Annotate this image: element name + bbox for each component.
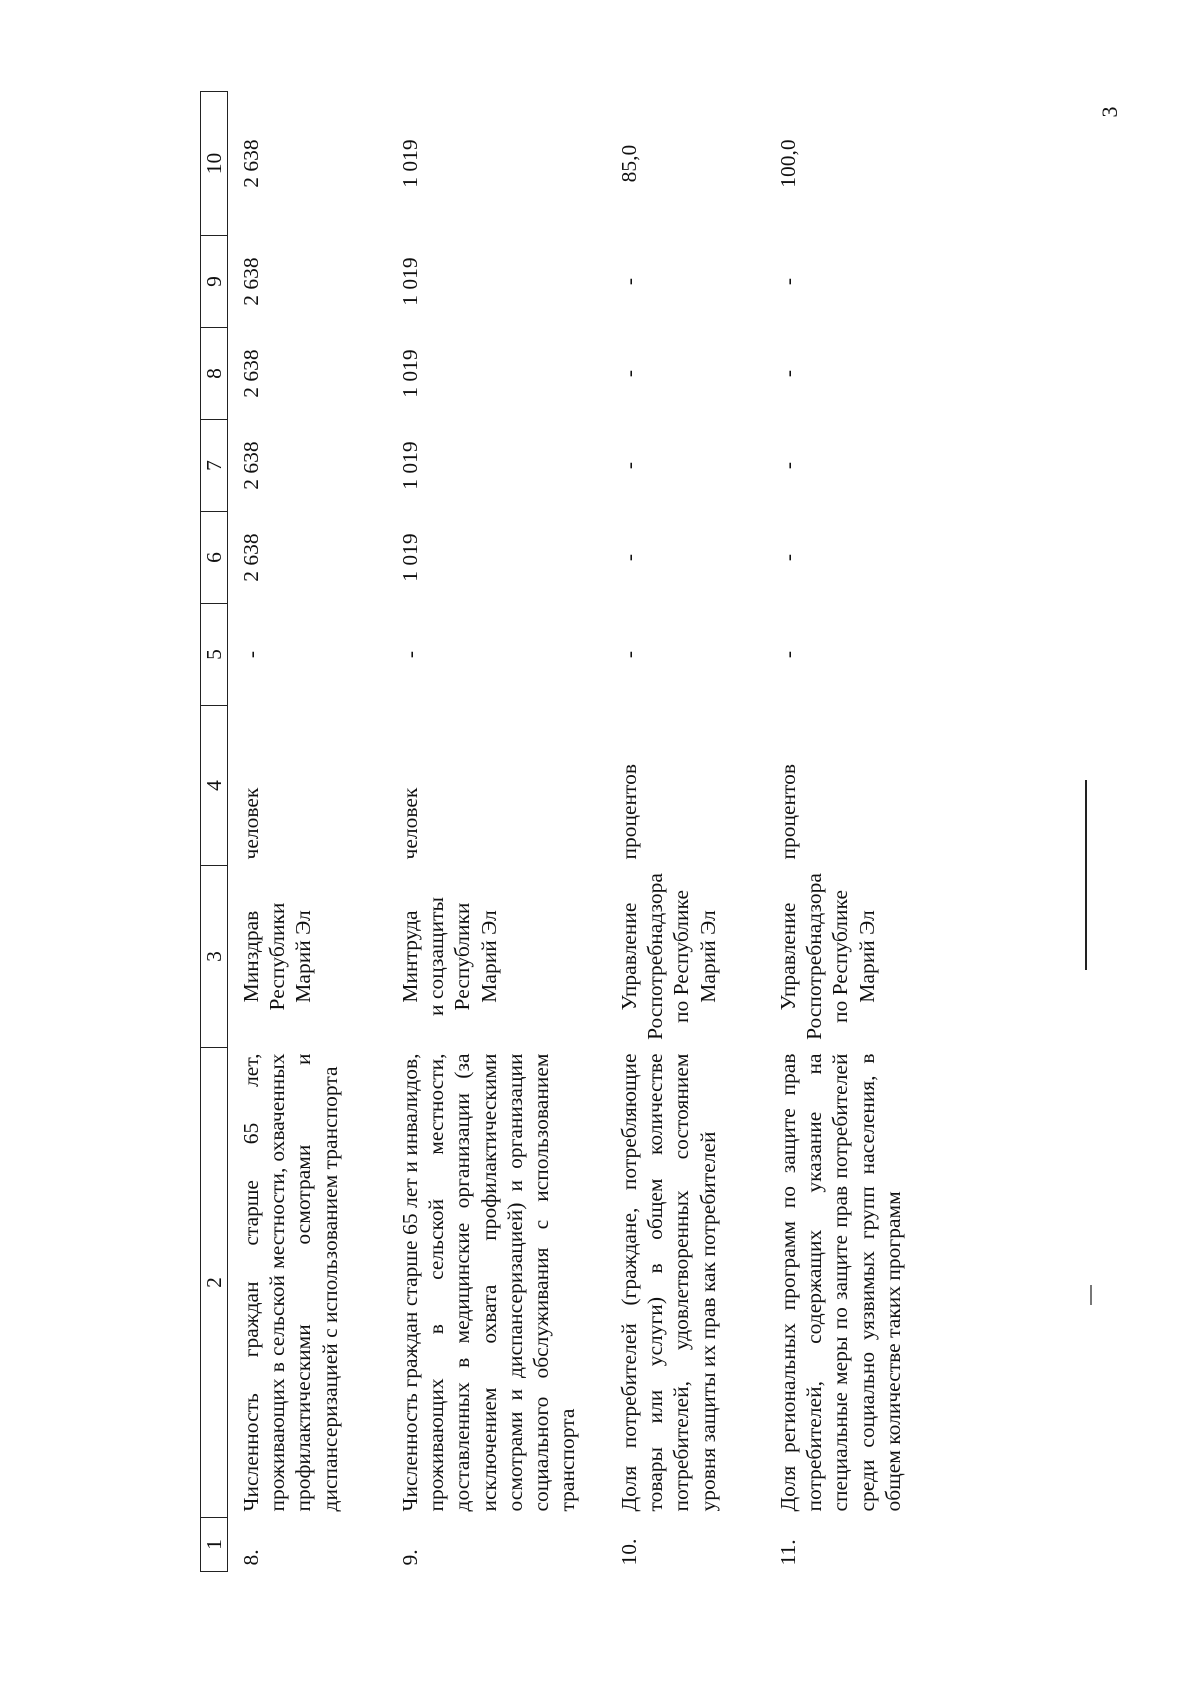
value-cell: 1 019 <box>398 349 422 398</box>
unit: человек <box>239 787 263 860</box>
executor-line: и соцзащиты <box>424 897 449 1016</box>
value-cell: 85,0 <box>617 144 641 183</box>
value-cell: - <box>776 461 800 470</box>
value-cell: - <box>617 650 641 659</box>
row-number: 11. <box>776 1539 800 1566</box>
value-cell: - <box>398 650 422 659</box>
executor-line: Минтруда <box>398 910 422 1003</box>
executor-line: Роспотребнадзора <box>802 873 827 1040</box>
value-cell: - <box>776 553 800 562</box>
value-cell: - <box>776 650 800 659</box>
column-header: 1 <box>201 1518 228 1572</box>
unit: процентов <box>776 763 800 860</box>
column-header: 9 <box>201 236 228 328</box>
column-header: 5 <box>201 604 228 706</box>
row-number: 9. <box>398 1549 422 1566</box>
executor-line: по Республике <box>828 890 853 1023</box>
executor <box>765 866 959 1048</box>
column-header: 4 <box>201 706 228 866</box>
executor <box>606 866 765 1048</box>
end-of-document-rule <box>1085 780 1087 970</box>
value-cell: - <box>776 369 800 378</box>
indicator-name: Доля потребителей (граждане, потребляющие товары или услуги) в общем количестве потребителей, удовлетворенных состоянием уровня защиты их прав как потребителей <box>617 1053 720 1512</box>
table-row <box>387 92 606 1572</box>
value-cell: 2 638 <box>239 257 263 306</box>
column-header: 6 <box>201 512 228 604</box>
indicator-name: Доля региональных программ по защите прав потребителей, содержащих указание на специальные меры по защите прав потребителей среди социально уязвимых групп населения, в общем количестве таких программ <box>776 1053 905 1512</box>
executor <box>228 866 388 1048</box>
rotated-table-container <box>200 92 1030 1572</box>
executor <box>387 866 606 1048</box>
value-cell: - <box>617 369 641 378</box>
column-header: 3 <box>201 866 228 1048</box>
value-cell: - <box>776 277 800 286</box>
column-header: 7 <box>201 420 228 512</box>
column-header: 8 <box>201 328 228 420</box>
row-number: 8. <box>239 1549 263 1566</box>
value-cell: 2 638 <box>239 533 263 582</box>
value-cell: 2 638 <box>239 139 263 188</box>
value-cell: 1 019 <box>398 257 422 306</box>
executor-line: Республики <box>450 902 475 1011</box>
page-number: 3 <box>1097 106 1122 118</box>
executor-line: Минздрав <box>239 910 263 1003</box>
table-row <box>228 92 388 1572</box>
value-cell: 1 019 <box>398 441 422 490</box>
value-cell: 2 638 <box>239 441 263 490</box>
executor-line: Управление <box>776 902 800 1011</box>
executor-line: Марий Эл <box>291 910 316 1003</box>
executor-line: Роспотребнадзора <box>643 873 668 1040</box>
indicators-table <box>200 91 959 1572</box>
executor-line: Марий Эл <box>695 910 720 1003</box>
value-cell: 100,0 <box>776 139 800 188</box>
indicator-name: Численность граждан старше 65 лет и инвалидов, проживающих в сельской местности, доставленных в медицинские организации (за исключением охвата профилактическими осмотрами и диспансеризацией) и организации социального обслуживания с использованием транспорта <box>398 1053 580 1512</box>
value-cell: 2 638 <box>239 349 263 398</box>
column-number-row <box>201 92 228 1572</box>
value-cell: - <box>239 650 263 659</box>
table-row <box>765 92 959 1572</box>
value-cell: 1 019 <box>398 139 422 188</box>
executor-line: Управление <box>617 902 641 1011</box>
executor-line: Марий Эл <box>476 910 501 1003</box>
column-header: 10 <box>201 92 228 236</box>
unit: человек <box>398 787 422 860</box>
unit: процентов <box>617 763 641 860</box>
indicator-name: Численность граждан старше 65 лет, проживающих в сельской местности, охваченных профилактическими осмотрами и диспансеризацией с использованием транспорта <box>239 1053 342 1512</box>
value-cell: 1 019 <box>398 533 422 582</box>
executor-line: Республики <box>265 902 290 1011</box>
value-cell: - <box>617 461 641 470</box>
row-number: 10. <box>617 1538 641 1566</box>
executor-line: Марий Эл <box>854 910 879 1003</box>
executor-line: по Республике <box>669 890 694 1023</box>
value-cell: - <box>617 277 641 286</box>
column-header: 2 <box>201 1048 228 1518</box>
value-cell: - <box>617 553 641 562</box>
margin-mark <box>1090 1285 1092 1305</box>
table-row <box>606 92 765 1572</box>
